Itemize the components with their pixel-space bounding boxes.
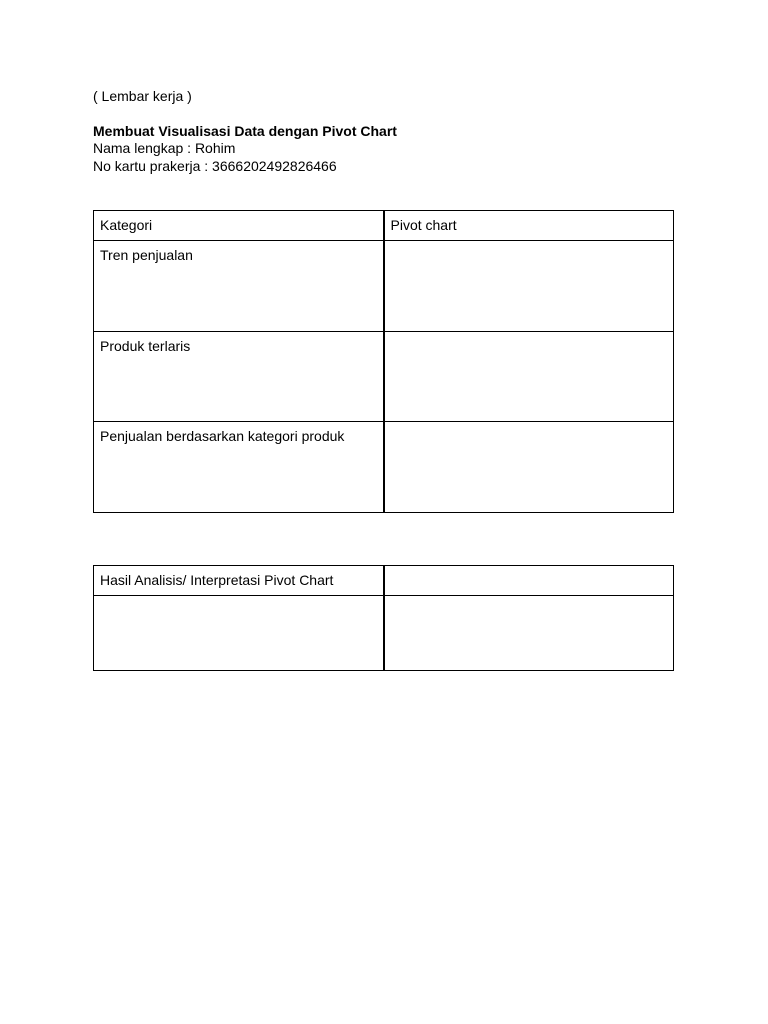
header-analysis: Hasil Analisis/ Interpretasi Pivot Chart [94, 566, 384, 596]
table-row [94, 241, 674, 332]
category-cell: Tren penjualan [94, 241, 384, 332]
table-header-row [94, 211, 674, 241]
table-row [94, 422, 674, 513]
prakerja-card-number: No kartu prakerja : 3666202492826466 [93, 158, 337, 174]
header-analysis-empty [384, 566, 674, 596]
header-pivot-chart: Pivot chart [384, 211, 674, 241]
category-cell: Penjualan berdasarkan kategori produk [94, 422, 384, 513]
analysis-cell-right[interactable] [384, 596, 674, 671]
worksheet-label: ( Lembar kerja ) [93, 88, 192, 104]
header-kategori: Kategori [94, 211, 384, 241]
analysis-cell-left[interactable] [94, 596, 384, 671]
pivot-chart-cell[interactable] [384, 332, 674, 422]
table-row [94, 332, 674, 422]
participant-name: Nama lengkap : Rohim [93, 140, 236, 156]
pivot-chart-cell[interactable] [384, 422, 674, 513]
analysis-header-row [94, 566, 674, 596]
document-title: Membuat Visualisasi Data dengan Pivot Chart [93, 123, 397, 139]
analysis-table [93, 565, 674, 671]
category-cell: Produk terlaris [94, 332, 384, 422]
analysis-body-row [94, 596, 674, 671]
pivot-chart-table [93, 210, 674, 513]
pivot-chart-cell[interactable] [384, 241, 674, 332]
